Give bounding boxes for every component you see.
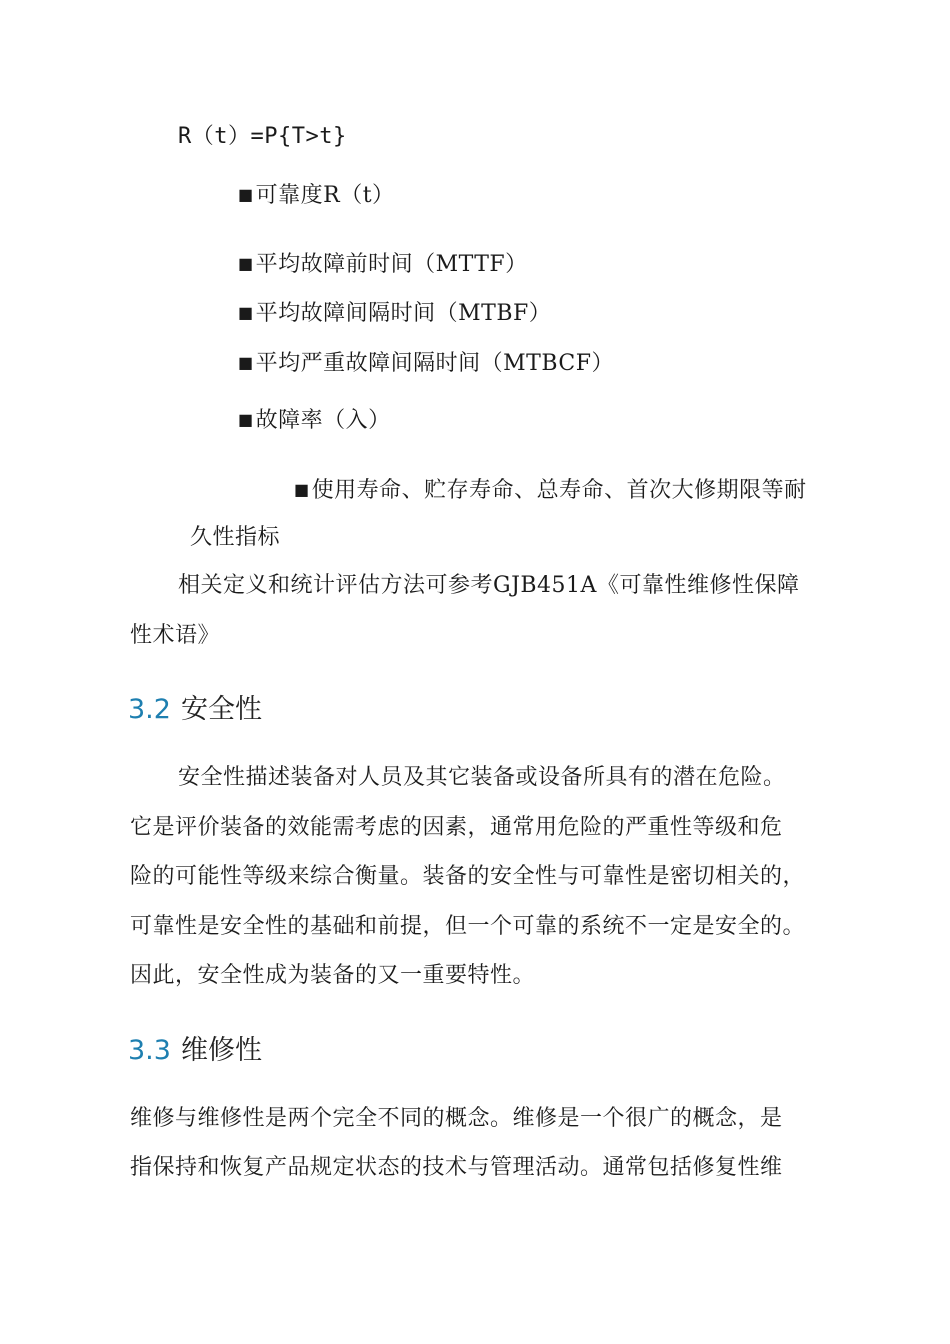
bullet-square-icon: ■	[238, 254, 254, 273]
bullet-text: 平均严重故障间隔时间（MTBCF）	[255, 351, 614, 376]
safety-paragraph-line: 它是评价装备的效能需考虑的因素，通常用危险的严重性等级和危	[130, 815, 783, 840]
reliability-formula: R（t）=P{T>t}	[178, 124, 347, 149]
bullet-square-icon: ■	[238, 303, 254, 322]
safety-paragraph-line: 安全性描述装备对人员及其它装备或设备所具有的潜在危险。	[178, 765, 786, 790]
section-title: 维修性	[180, 1035, 262, 1066]
maintainability-paragraph-line: 指保持和恢复产品规定状态的技术与管理活动。通常包括修复性维	[130, 1155, 783, 1180]
bullet-failure-rate	[238, 405, 391, 436]
section-number: 3.3	[128, 1035, 171, 1066]
bullet-square-icon: ■	[238, 185, 254, 204]
bullet-mtbcf	[238, 348, 614, 379]
bullet-mtbf	[238, 298, 551, 329]
bullet-text: 平均故障间隔时间（MTBF）	[255, 301, 552, 326]
bullet-life-metrics-continued: 久性指标	[190, 525, 281, 550]
bullet-square-icon: ■	[294, 480, 310, 499]
bullet-text: 故障率（入）	[255, 408, 391, 433]
section-heading-3-3	[128, 1033, 262, 1069]
bullet-life-metrics	[294, 475, 807, 506]
reference-paragraph-line-2: 性术语》	[130, 623, 221, 648]
safety-paragraph-line: 险的可能性等级来综合衡量。装备的安全性与可靠性是密切相关的，	[130, 864, 806, 889]
bullet-text: 使用寿命、贮存寿命、总寿命、首次大修期限等耐	[311, 478, 807, 503]
bullet-square-icon: ■	[238, 410, 254, 429]
section-number: 3.2	[128, 694, 171, 725]
section-title: 安全性	[180, 694, 262, 725]
bullet-text: 可靠度R（t）	[255, 183, 395, 208]
bullet-text: 平均故障前时间（MTTF）	[255, 252, 528, 277]
bullet-reliability	[238, 180, 395, 211]
safety-paragraph-line: 可靠性是安全性的基础和前提，但一个可靠的系统不一定是安全的。	[130, 914, 806, 939]
reference-paragraph-line-1: 相关定义和统计评估方法可参考GJB451A《可靠性维修性保障	[178, 573, 800, 598]
maintainability-paragraph-line: 维修与维修性是两个完全不同的概念。维修是一个很广的概念，是	[130, 1106, 783, 1131]
safety-paragraph-line: 因此，安全性成为装备的又一重要特性。	[130, 963, 536, 988]
section-heading-3-2	[128, 692, 262, 728]
bullet-square-icon: ■	[238, 353, 254, 372]
bullet-mttf	[238, 249, 528, 280]
